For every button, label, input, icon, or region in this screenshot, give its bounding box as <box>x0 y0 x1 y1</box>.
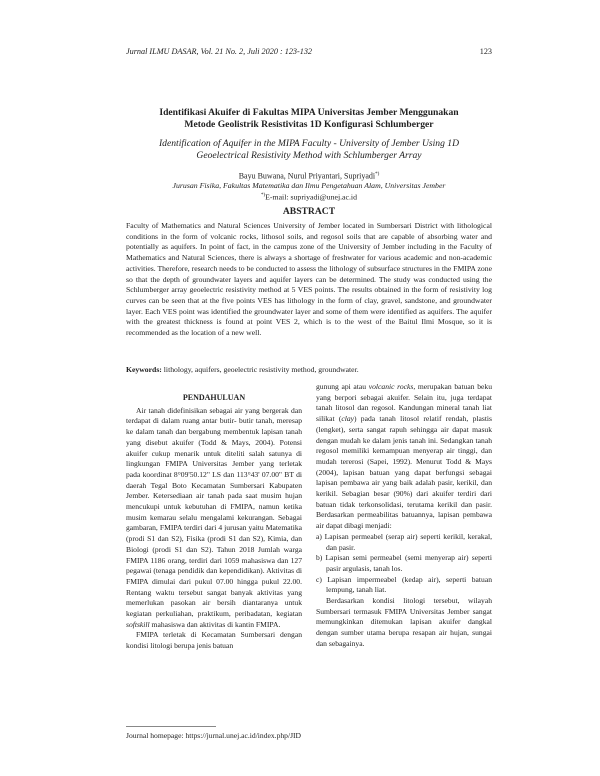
section-heading-pendahuluan: PENDAHULUAN <box>182 393 246 402</box>
paper-title <box>126 107 492 131</box>
right-column <box>316 382 492 650</box>
running-head <box>126 47 492 56</box>
paragraph-emphasis: clay <box>341 414 355 424</box>
author-marker: *) <box>375 172 380 177</box>
list-item: a) Lapisan permeabel (serap air) seperti kerikil, kerakal, dan pasir. <box>316 531 492 552</box>
left-column <box>126 393 302 652</box>
paper-title-english <box>126 138 492 162</box>
list-item: b) Lapisan semi permeabel (semi menyerap air) seperti pasir argulasis, tanah los. <box>316 553 492 573</box>
title-en-line-2: Geoelectrical Resistivity Method with Schlumberger Array <box>196 150 422 161</box>
page-number: 123 <box>479 47 492 56</box>
paragraph <box>126 406 302 631</box>
paragraph: FMIPA terletak di Kecamatan Sumbersari dengan kondisi litologi berupa jenis batuan <box>126 630 302 651</box>
paragraph: Berdasarkan kondisi litologi tersebut, wilayah Sumbersari termasuk FMIPA Universitas Jember sangat memungkinkan ditemukan lapisan akuifer dangkal dengan sumber utama berupa resapan air hujan, sungai dan sebagainya. <box>316 596 492 648</box>
paragraph <box>316 382 492 532</box>
journal-homepage-link[interactable]: Journal homepage: https://jurnal.unej.ac.id/index.php/JID <box>126 731 302 740</box>
keywords-label: Keywords: <box>126 365 162 374</box>
paragraph-text: , merupakan batuan beku yang berpori sebagai akuifer. Selain itu, juga terdapat tanah litosol dan regosol. Kandungan mineral tanah liat silikat ( <box>316 382 492 424</box>
footer-divider <box>126 726 216 727</box>
author-email-line <box>126 191 492 203</box>
title-line-2: Metode Geolistrik Resistivitas 1D Konfigurasi Schlumberger <box>184 119 434 130</box>
title-line-1: Identifikasi Akuifer di Fakultas MIPA Universitas Jember Menggunakan <box>159 107 459 118</box>
keywords <box>126 365 492 375</box>
paragraph-text: mahasiswa dan aktivitas di kantin FMIPA. <box>149 619 281 629</box>
journal-citation: Jurnal ILMU DASAR, Vol. 21 No. 2, Juli 2020 : 123-132 <box>126 47 313 56</box>
paragraph-text: gunung api atau <box>316 382 369 391</box>
author-email[interactable]: E-mail: supriyadi@unej.ac.id <box>265 192 357 202</box>
author-affiliation: Jurusan Fisika, Fakultas Matematika dan Ilmu Pengetahuan Alam, Universitas Jember <box>172 181 446 190</box>
keywords-text: lithology, aquifers, geoelectric resistivity method, groundwater. <box>161 365 359 374</box>
email-marker: *) <box>260 193 266 198</box>
paragraph-text: Air tanah didefinisikan sebagai air yang bergerak dan terdapat di dalam ruang antar butir- butir tanah, meresap ke dalam tanah dan bergabung membentuk lapisan tanah yang disebut akuifer (Todd & Mays, 2004). Potensi akuifer cukup menarik untuk diteliti salah satunya di lingkungan FMIPA Universitas Jember yang terletak pada koordinat 8°09'50.12" LS dan 113°43' 07.00" BT di daerah Tegal Boto Kecamatan Sumbersari Kabupaten Jember. Ketersediaan air tanah pada saat musim hujan mencukupi untuk kebutuhan di FMIPA, namun ketika musim kemarau selalu mengalami kekurangan. Sebagai gambaran, FMIPA terdiri dari 4 jurusan yaitu Matematika (prodi S1 dan S2), Fisika (prodi S1 dan S2), Kimia, dan Biologi (prodi S1 dan S2). Tahun 2018 Jumlah warga FMIPA 1186 orang, terdiri dari 1059 mahasiswa dan 127 pegawai (tenaga pendidik dan kependidikan). Aktivitas di FMIPA dimulai dari pukul 07.00 hingga pukul 22.00. Rentang waktu tersebut sangat banyak aktivitas yang memerlukan pasokan air bersih diantaranya untuk kegiatan perkuliahan, praktikum, peribadatan, kegiatan <box>126 405 302 619</box>
paragraph-emphasis: volcanic rocks <box>368 382 414 391</box>
list-item: c) Lapisan impermeabel (kedap air), seperti batuan lempung, tanah liat. <box>316 574 492 595</box>
author-list <box>126 170 492 182</box>
abstract-heading: ABSTRACT <box>282 206 336 217</box>
author-names: Bayu Buwana, Nurul Priyantari, Supriyadi <box>238 171 376 181</box>
paragraph-emphasis: softskill <box>126 619 150 629</box>
title-en-line-1: Identification of Aquifer in the MIPA Faculty - University of Jember Using 1D <box>158 138 459 149</box>
abstract-text: Faculty of Mathematics and Natural Sciences University of Jember located in Sumbersari District with lithological conditions in the form of volcanic rocks, lithosol soils, and regosol soils that are capable of absorbing water and potentially as aquifers. In point of fact, in the campus zone of the University of Jember including in the Faculty of Mathematics and Natural Sciences, there is always a shortage of freshwater for various academic and non-academic activities. Therefore, research needs to be conducted to assess the lithology of subsurface structures in the FMIPA zone so that the depth of groundwater layers and aquifer layers can be determined. The study was conducted using the Schlumberger array geoelectric resistivity method at 5 VES points. The results obtained in the form of resistivity log curves can be seen that at the five points VES has lithology in the form of clay, gravel, sandstone, and groundwater layer. Each VES point was identified the groundwater layer and some of them were identified as aquifers. The aquifer with the greatest thickness is found at point VES 2, which is to the west of the Baitul Ilmi Mosque, so it is recommended as the location of a new well. <box>126 221 492 338</box>
paragraph-text: ) pada tanah litosol relatif rendah, plastis (lengket), serta sangat rapuh sehingga air dapat masuk dengan mudah ke dalam jenis tanah ini. Sedangkan tanah regosol memiliki kemampuan menyerap air tinggi, dan mudah tererosi (Sapei, 1992). Menurut Todd & Mays (2004), lapisan batuan yang dapat berfungsi sebagai lapisan pembawa air yang baik adalah pasir, kerikil, dan kerikil. Sebagian besar (90%) dari akuifer terdiri dari batuan tidak terkonsolidasi, terutama kerikil dan pasir. Berdasarkan permeabilitas batuannya, lapisan pembawa air dapat dibagi menjadi: <box>316 414 492 531</box>
